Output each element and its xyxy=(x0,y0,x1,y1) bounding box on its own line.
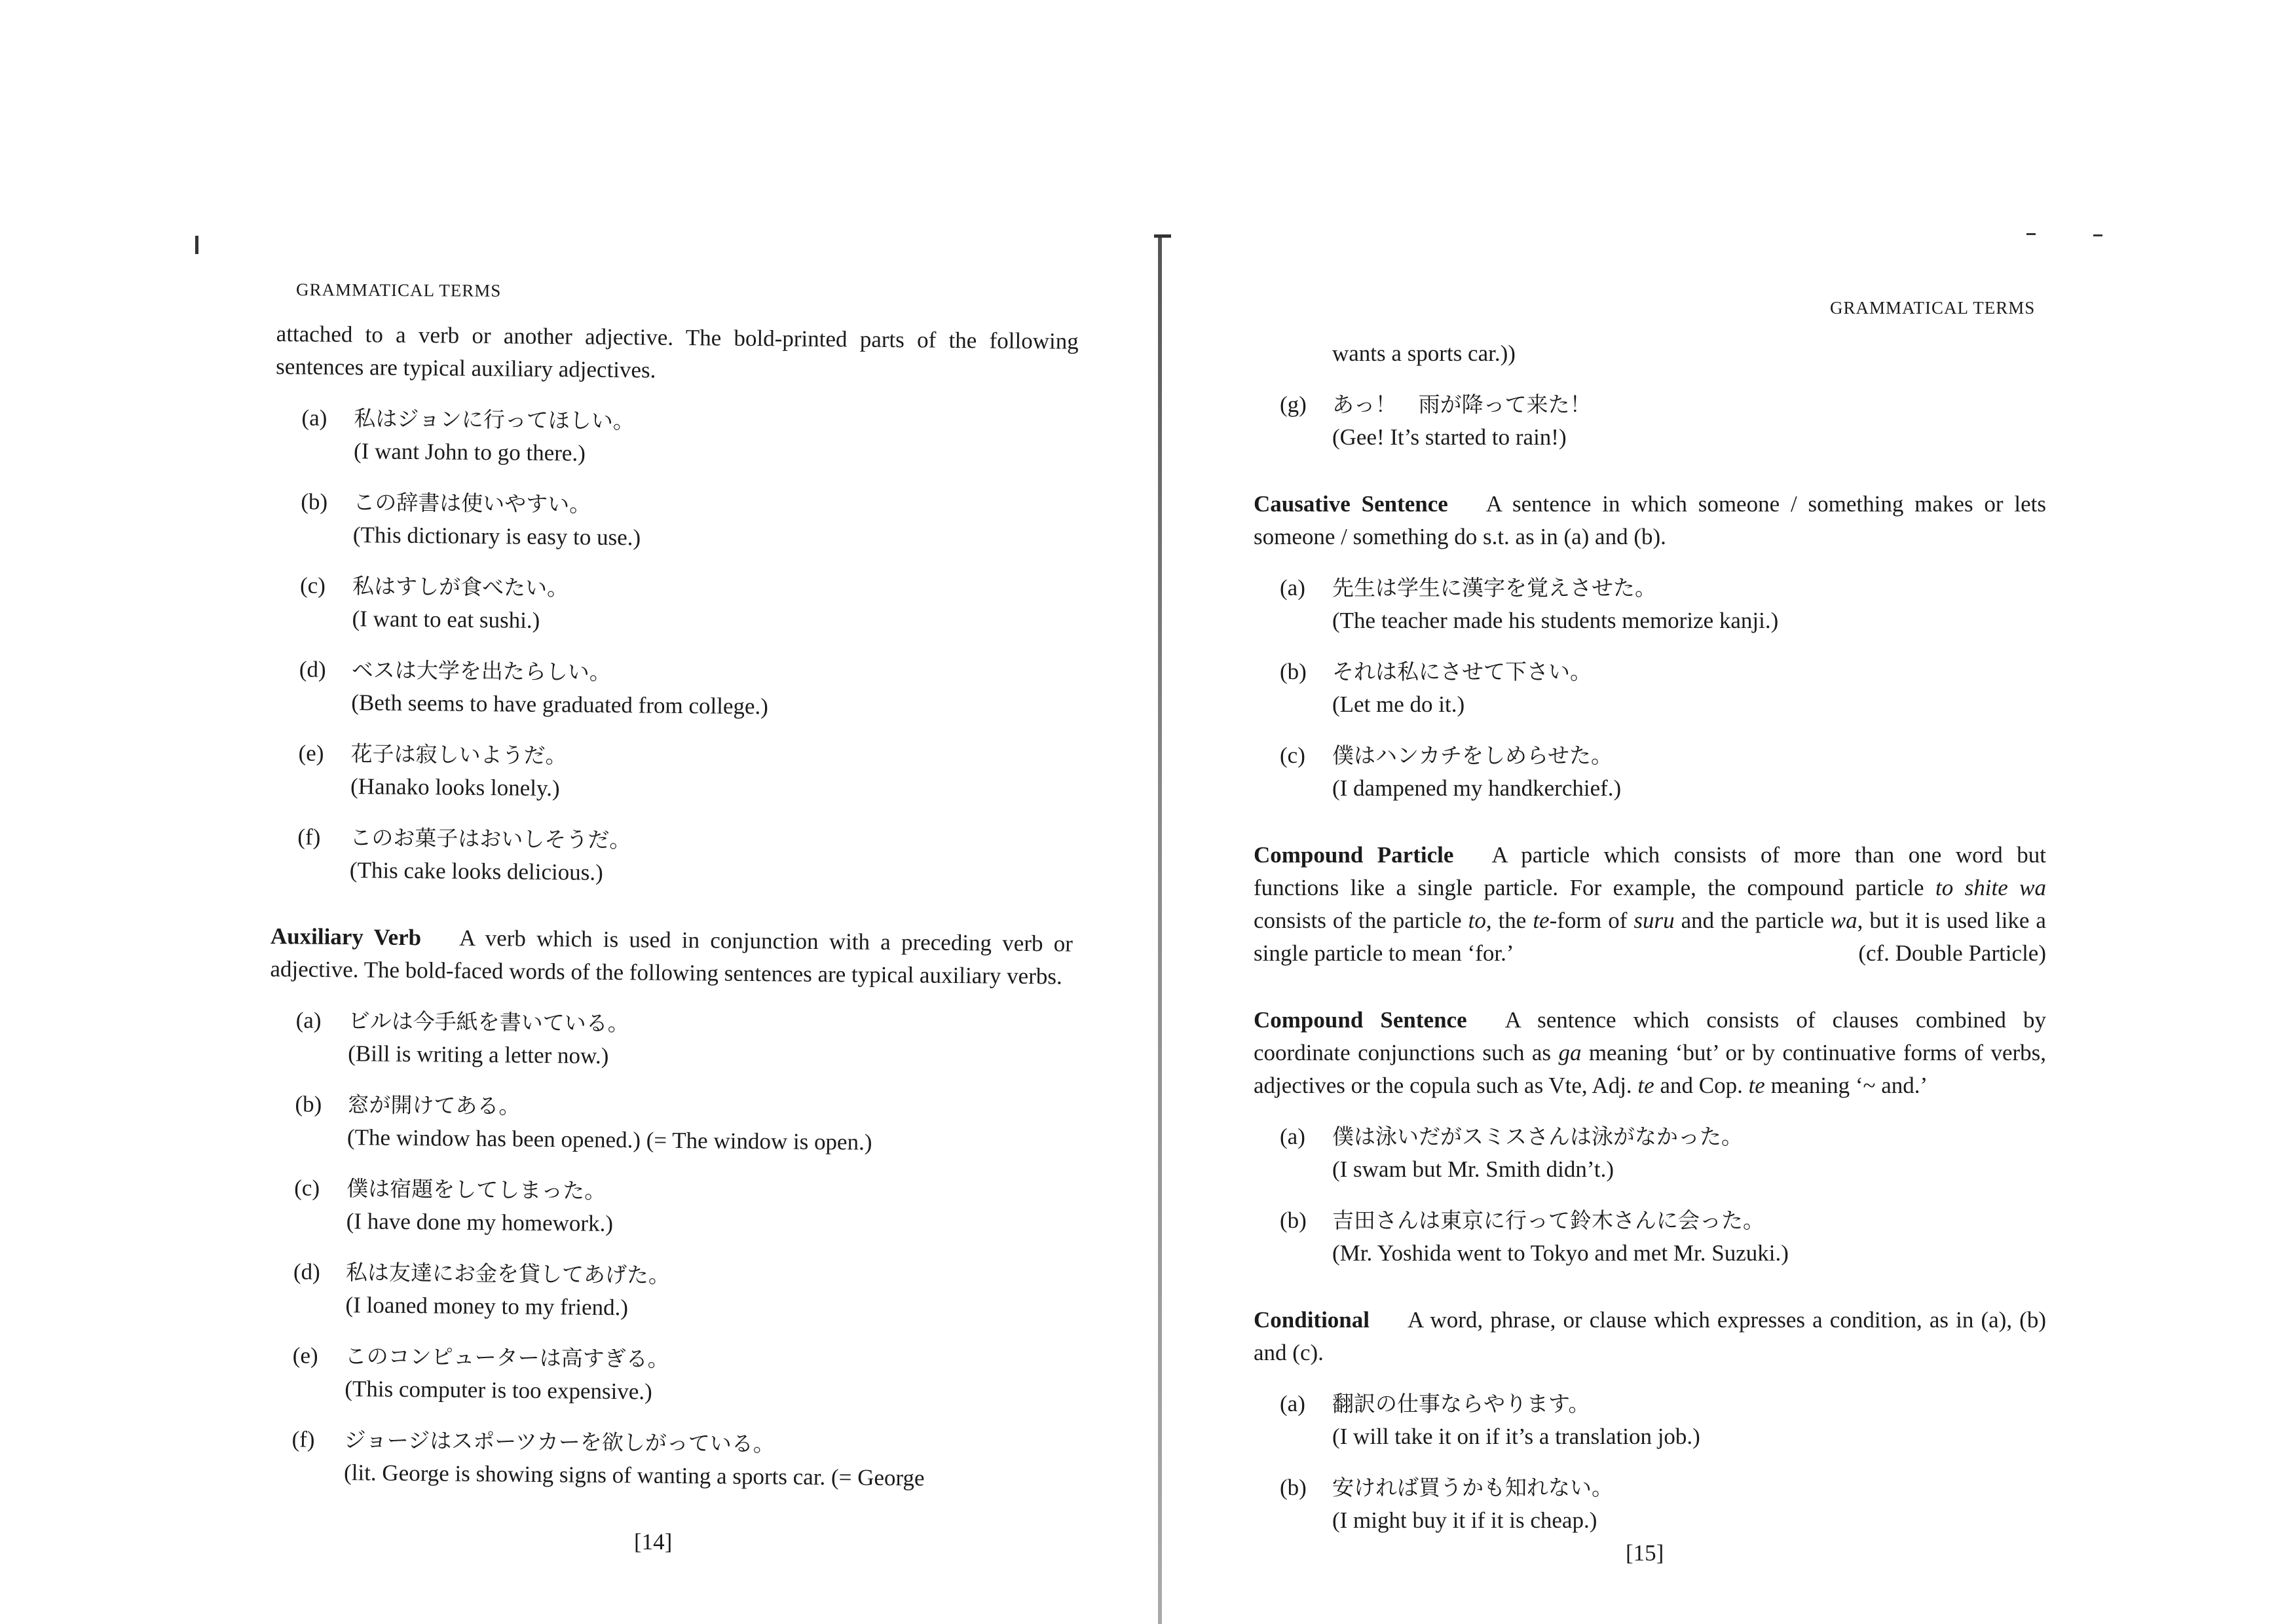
entry-definition: A word, phrase, or clause which expresses a condition, as in (a), (b) and (c). xyxy=(1254,1307,2046,1365)
example-letter: (c) xyxy=(294,1175,320,1201)
entry-definition: , but it is used like a single particle to mean ‘for.’ xyxy=(1254,908,2046,966)
example-translation: (I will take it on if it’s a translation job.) xyxy=(1332,1424,1700,1449)
example-japanese: それは私にさせて下さい。 xyxy=(1332,659,1592,684)
example-item xyxy=(265,1423,1068,1496)
example-translation: (Beth seems to have graduated from college.) xyxy=(351,690,769,720)
example-translation: (The teacher made his students memorize kanji.) xyxy=(1332,608,1779,633)
entry-term: Compound Particle xyxy=(1254,842,1454,868)
example-japanese: このお菓子はおいしそうだ。 xyxy=(350,824,631,853)
right-text-column xyxy=(1254,337,2046,1537)
running-head: GRAMMATICAL TERMS xyxy=(295,280,502,301)
example-letter: (b) xyxy=(1280,1208,1307,1233)
example-letter: (b) xyxy=(1280,659,1307,684)
example-translation: (I swam but Mr. Smith didn’t.) xyxy=(1332,1156,1614,1182)
example-japanese: 吉田さんは東京に行って鈴木さんに会った。 xyxy=(1332,1208,1764,1233)
example-translation: (I loaned money to my friend.) xyxy=(345,1292,629,1321)
example-japanese: 私はジョンに行ってほしい。 xyxy=(354,405,635,434)
entry-definition: consists of the particle xyxy=(1254,908,1468,933)
italic-term: wa xyxy=(1830,908,1857,933)
example-item xyxy=(1254,388,2046,454)
example-letter: (e) xyxy=(298,740,324,766)
example-japanese: ベスは大学を出たらしい。 xyxy=(351,657,612,685)
entry-term: Conditional xyxy=(1254,1307,1370,1333)
entry-term: Causative Sentence xyxy=(1254,491,1448,517)
example-japanese: 僕は泳いだがスミスさんは泳がなかった。 xyxy=(1332,1124,1743,1149)
auxiliary-verb-entry xyxy=(270,920,1073,993)
continued-translation: wants a sports car.)) xyxy=(1332,341,1516,366)
conditional-entry xyxy=(1254,1304,2046,1369)
example-item xyxy=(1254,1120,2046,1186)
example-item xyxy=(267,1255,1070,1329)
running-head: GRAMMATICAL TERMS xyxy=(1830,298,2036,318)
example-japanese: このコンピューターは高すぎる。 xyxy=(345,1343,669,1372)
example-letter: (c) xyxy=(299,572,326,599)
entry-definition: meaning ‘but’ or by continuative forms of verbs, adjectives or the copula such as Vte, Adj. xyxy=(1254,1040,2047,1098)
entry-definition: A sentence in which someone / something makes or lets someone / something do s.t. as in (a) and (b). xyxy=(1254,491,2046,549)
entry-definition: and the particle xyxy=(1674,908,1831,933)
example-letter: (a) xyxy=(301,405,327,431)
example-item xyxy=(275,401,1078,475)
entry-definition: A verb which is used in conjunction with a preceding verb or adjective. The bold-faced words of the following sentences are typical auxiliary verbs. xyxy=(270,925,1073,989)
example-item xyxy=(271,821,1074,894)
example-japanese: 私はすしが食べたい。 xyxy=(352,573,569,601)
example-letter: (a) xyxy=(1280,1124,1305,1149)
example-japanese: 翻訳の仕事ならやります。 xyxy=(1332,1391,1590,1416)
example-translation: (lit. George is showing signs of wanting a sports car. (= George xyxy=(343,1460,925,1491)
example-letter: (g) xyxy=(1280,392,1307,417)
entry-definition: A particle which consists of more than one word but functions like a single particle. For example, the compound particle xyxy=(1254,842,2046,900)
example-translation: (This dictionary is easy to use.) xyxy=(352,522,641,551)
example-letter: (d) xyxy=(293,1259,321,1285)
example-letter: (d) xyxy=(299,656,326,682)
example-japanese: ジョージはスポーツカーを欲しがっている。 xyxy=(344,1427,775,1457)
intro-paragraph: attached to a verb or another adjective. The bold-printed parts of the following sentences are typical auxiliary adjectives. xyxy=(276,320,1079,383)
italic-term: te xyxy=(1748,1073,1765,1098)
entry-definition: , the xyxy=(1485,908,1533,933)
cross-reference: (cf. Double Particle) xyxy=(1858,940,2046,966)
example-item xyxy=(274,485,1077,559)
example-translation: (I might buy it if it is cheap.) xyxy=(1332,1507,1597,1533)
example-item xyxy=(1254,572,2046,637)
compound-sentence-entry xyxy=(1254,1004,2046,1102)
example-translation: (I have done my homework.) xyxy=(346,1208,614,1236)
example-translation: (Let me do it.) xyxy=(1332,692,1465,717)
example-item xyxy=(1254,1388,2046,1453)
example-item xyxy=(272,737,1075,810)
example-letter: (b) xyxy=(301,489,328,515)
entry-term: Auxiliary Verb xyxy=(270,923,422,951)
italic-term: to shite wa xyxy=(1935,875,2046,900)
example-japanese: ビルは今手紙を書いている。 xyxy=(348,1008,629,1037)
example-japanese: 安ければ買うかも知れない。 xyxy=(1332,1475,1613,1500)
example-translation: (Hanako looks lonely.) xyxy=(350,773,560,802)
example-letter: (e) xyxy=(292,1342,318,1369)
example-letter: (c) xyxy=(1280,743,1305,768)
example-letter: (a) xyxy=(1280,1391,1305,1416)
example-japanese: 僕はハンカチをしめらせた。 xyxy=(1332,743,1613,768)
entry-definition: A sentence which consists of clauses combined by coordinate conjunctions such as xyxy=(1254,1007,2047,1065)
example-item xyxy=(269,1004,1072,1077)
entry-term: Compound Sentence xyxy=(1254,1007,1467,1033)
example-japanese: 花子は寂しいようだ。 xyxy=(350,741,567,769)
example-letter: (a) xyxy=(1280,575,1305,600)
example-letter: (b) xyxy=(295,1091,322,1117)
example-translation: (This cake looks delicious.) xyxy=(349,857,603,885)
example-translation: (Gee! It’s started to rain!) xyxy=(1332,424,1567,450)
example-translation: (I want John to go there.) xyxy=(353,438,586,466)
example-letter: (f) xyxy=(297,824,321,850)
example-item xyxy=(272,653,1075,726)
page-number: [14] xyxy=(634,1529,673,1555)
entry-definition: and Cop. xyxy=(1654,1073,1749,1098)
italic-term: to xyxy=(1468,908,1486,933)
example-item xyxy=(1254,1471,2046,1537)
example-item xyxy=(273,569,1076,642)
italic-term: ga xyxy=(1558,1040,1582,1065)
entry-definition: meaning ‘~ and.’ xyxy=(1764,1073,1928,1098)
right-page xyxy=(1148,0,2295,1624)
page-number: [15] xyxy=(1626,1540,1664,1566)
example-item xyxy=(269,1088,1072,1161)
example-translation: (Mr. Yoshida went to Tokyo and met Mr. Suzuki.) xyxy=(1332,1240,1789,1266)
example-japanese: 私は友達にお金を貸してあげた。 xyxy=(345,1259,671,1288)
example-translation: (This computer is too expensive.) xyxy=(345,1376,652,1405)
example-japanese: あっ！ 雨が降って来た！ xyxy=(1332,392,1592,417)
example-translation: (I dampened my handkerchief.) xyxy=(1332,775,1622,801)
example-translation: (Bill is writing a letter now.) xyxy=(348,1041,609,1069)
example-translation: (I want to eat sushi.) xyxy=(352,606,540,633)
example-item xyxy=(1254,1204,2046,1270)
example-letter: (a) xyxy=(295,1007,322,1033)
italic-term: te xyxy=(1637,1073,1654,1098)
italic-term: suru xyxy=(1633,908,1675,933)
example-letter: (f) xyxy=(291,1426,315,1452)
causative-sentence-entry xyxy=(1254,488,2046,553)
example-letter: (b) xyxy=(1280,1475,1307,1500)
left-text-column xyxy=(265,318,1079,1496)
example-item xyxy=(1254,655,2046,721)
example-japanese: この辞書は使いやすい。 xyxy=(353,489,591,517)
example-item xyxy=(268,1172,1071,1245)
example-item xyxy=(266,1339,1069,1412)
example-item xyxy=(1254,739,2046,805)
italic-term: te xyxy=(1533,908,1550,933)
compound-particle-entry xyxy=(1254,839,2046,970)
example-translation: (The window has been opened.) (= The window is open.) xyxy=(346,1124,872,1155)
example-japanese: 僕は宿題をしてしまった。 xyxy=(346,1175,606,1204)
entry-definition: -form of xyxy=(1549,908,1634,933)
example-japanese: 窓が開けてある。 xyxy=(347,1092,521,1119)
example-japanese: 先生は学生に漢字を覚えさせた。 xyxy=(1332,575,1656,600)
